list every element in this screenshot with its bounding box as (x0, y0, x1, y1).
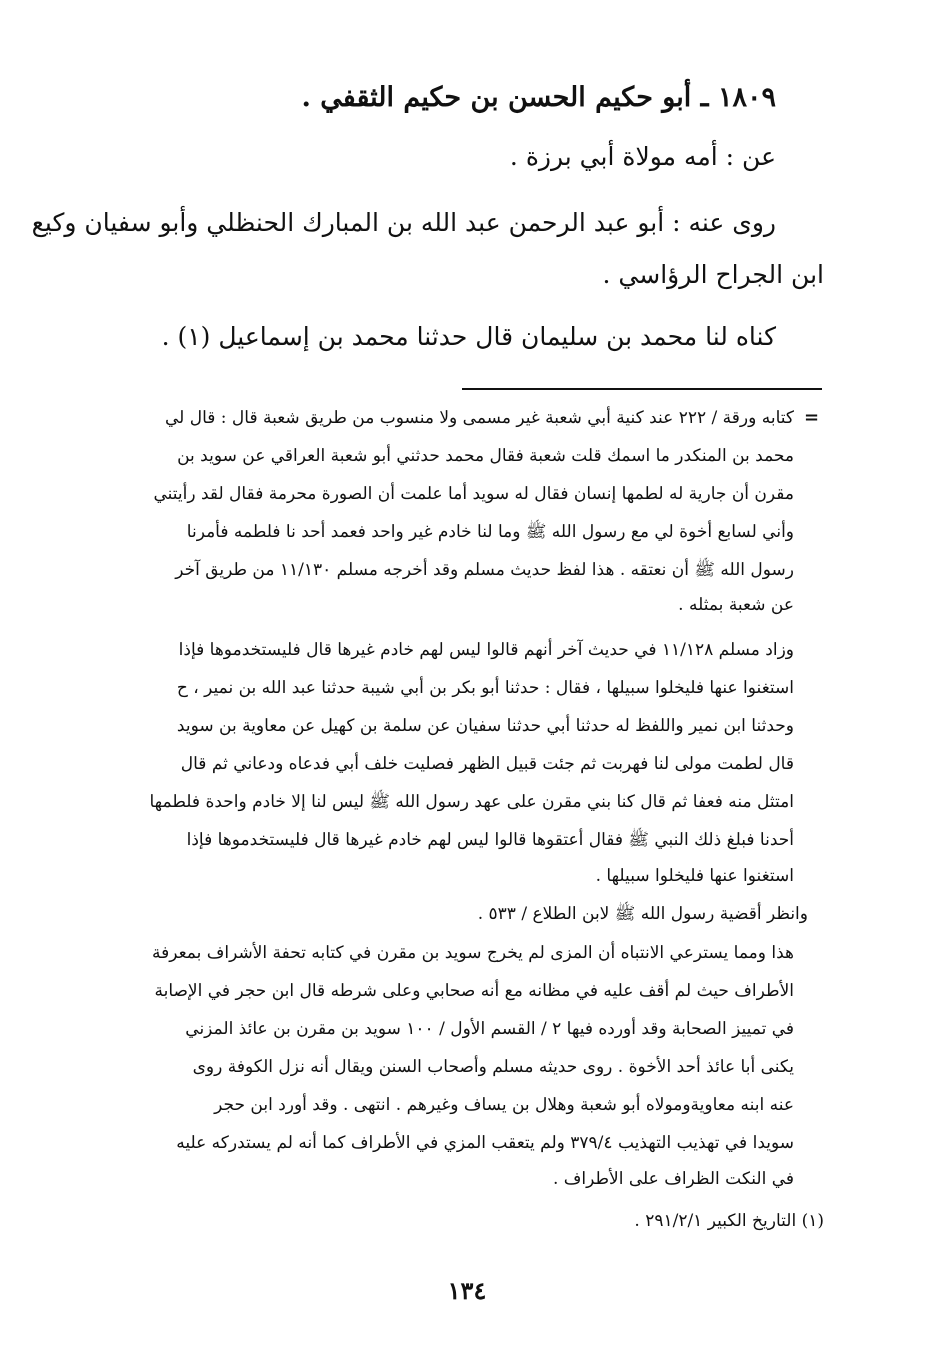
footnote-line: امتثل منه فعفا ثم قال كنا بني مقرن على عهد رسول الله ﷺ ليس لنا إلا خادم واحدة فلطمها (149, 792, 794, 812)
footnote-line: وانظر أقضية رسول الله ﷺ لابن الطلاع / ٥٣٣ . (477, 904, 808, 924)
footnote-line: استغنوا عنها فليخلوا سبيلها ، فقال : حدثنا أبو بكر بن أبي شيبة حدثنا عبد الله بن نمير ، ح (176, 678, 794, 698)
footnote-line: وحدثنا ابن نمير واللفظ له حدثنا أبي حدثنا سفيان عن سلمة بن كهيل عن معاوية بن سويد (176, 716, 794, 736)
footnote-line: رسول الله ﷺ أن نعتقه . هذا لفظ حديث مسلم وقد أخرجه مسلم ١١/١٣٠ من طريق آخر (175, 560, 794, 580)
entry-narrators-line-1: روى عنه : أبو عبد الرحمن عبد الله بن المبارك الحنظلي وأبو سفيان وكيع (31, 208, 776, 237)
footnote-continuation-mark: = (804, 407, 820, 428)
page-number: ١٣٤ (447, 1276, 487, 1305)
footnote-line: يكنى أبا عائذ أحد الأخوة . روى حديثه مسلم وأصحاب السنن ويقال أنه نزل الكوفة روى (192, 1057, 794, 1077)
entry-title: ١٨٠٩ ـ أبو حكيم الحسن بن حكيم الثقفي . (301, 82, 776, 113)
entry-kunya-statement: كناه لنا محمد بن سليمان قال حدثنا محمد بن إسماعيل (١) . (161, 322, 776, 351)
footnote-line: استغنوا عنها فليخلوا سبيلها . (595, 866, 794, 886)
footnote-reference: (١) التاريخ الكبير ٢٩١/٢/١ . (634, 1211, 824, 1231)
footnote-line: في النكت الظراف على الأطراف . (552, 1169, 794, 1189)
footnote-line: وزاد مسلم ١١/١٢٨ في حديث آخر أنهم قالوا ليس لهم خادم غيرها قال فليستخدموها فإذا (178, 640, 794, 660)
footnote-line: عن شعبة بمثله . (678, 595, 794, 615)
footnote-line: مقرن أن جارية له لطمها إنسان فقال له سويد أما علمت أن الصورة محرمة فقال لقد رأيتني (153, 484, 794, 504)
footnote-line: محمد بن المنكدر ما اسمك قلت شعبة فقال محمد حدثني أبو شعبة العراقي عن سويد بن (177, 446, 794, 466)
footnote-line: عنه ابنه معاويةومولاه أبو شعبة وهلال بن يساف وغيرهم . انتهى . وقد أورد ابن حجر (214, 1095, 794, 1115)
footnote-line: الأطراف حيث لم أقف عليه في مظانه مع أنه صحابي وعلى شرطه قال ابن حجر في الإصابة (154, 981, 794, 1001)
entry-narrated-from: عن : أمه مولاة أبي برزة . (509, 142, 776, 171)
footnote-line: سويدا في تهذيب التهذيب ٣٧٩/٤ ولم يتعقب المزي في الأطراف كما أنه لم يستدركه عليه (176, 1133, 794, 1153)
footnote-separator (462, 388, 822, 390)
entry-narrators-line-2: ابن الجراح الرؤاسي . (602, 260, 824, 289)
footnote-line: وأني لسابع أخوة لي مع رسول الله ﷺ وما لنا خادم غير واحد فعمد أحد نا فلطمه فأمرنا (186, 522, 794, 542)
footnote-line: قال لطمت مولى لنا فهربت ثم جئت قبيل الظهر فصليت خلف أبي فدعاه ودعاني ثم قال (180, 754, 794, 774)
footnote-line: كتابه ورقة / ٢٢٢ عند كنية أبي شعبة غير مسمى ولا منسوب من طريق شعبة قال : قال لي (164, 408, 794, 428)
footnote-line: أحدنا فبلغ ذلك النبي ﷺ فقال أعتقوها قالوا ليس لهم خادم غيرها قال فليستخدموها فإذا (186, 830, 794, 850)
footnote-line: هذا ومما يسترعي الانتباه أن المزى لم يخرج سويد بن مقرن في كتابه تحفة الأشراف بمعرفة (151, 943, 794, 963)
footnote-line: في تمييز الصحابة وقد أورده فيها ٢ / القسم الأول / ١٠٠ سويد بن مقرن بن عائذ المزني (185, 1019, 794, 1039)
